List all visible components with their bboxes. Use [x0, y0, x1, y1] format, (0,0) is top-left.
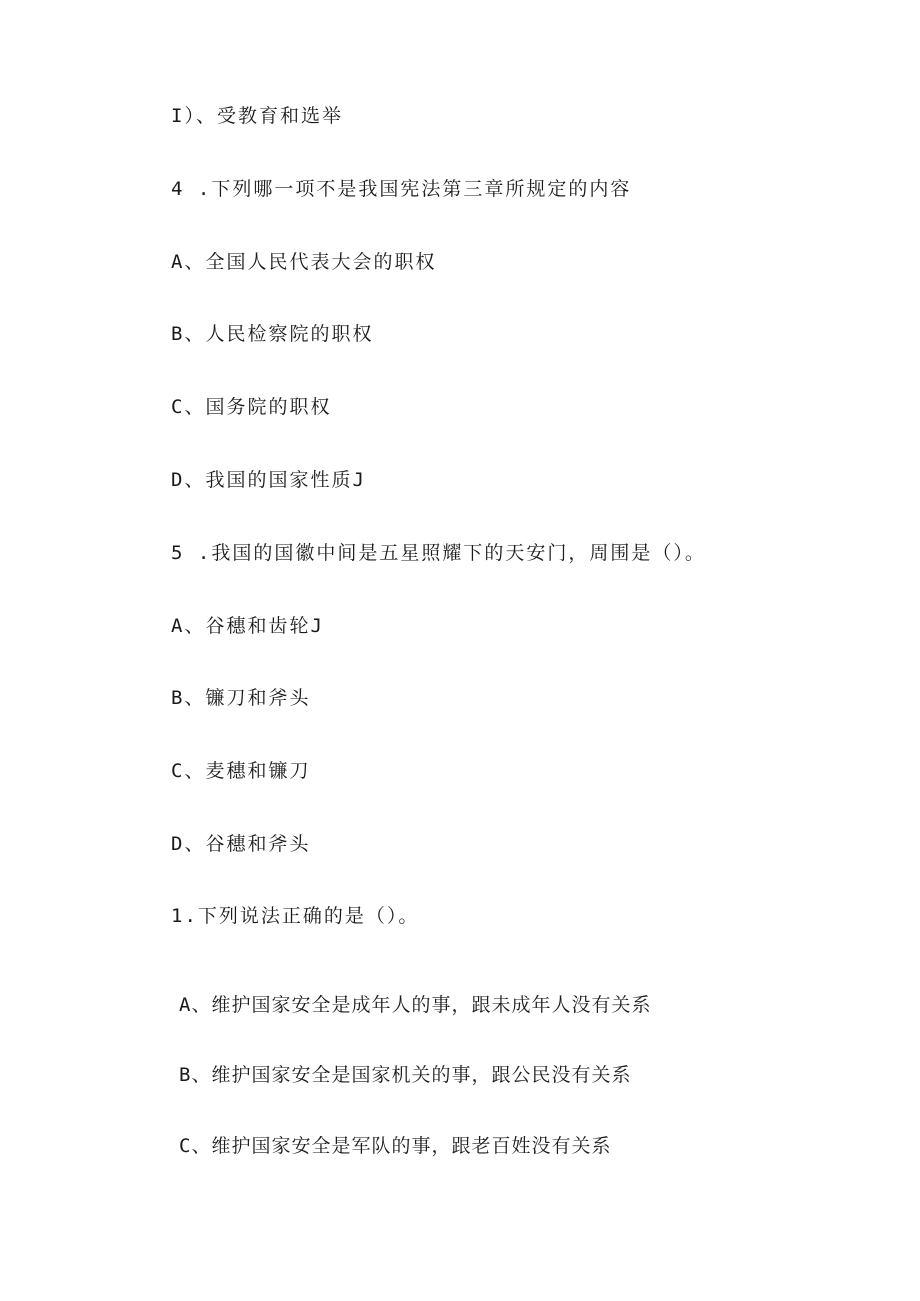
q4-option-d: D、我国的国家性质J: [171, 469, 366, 491]
q4-option-a: A、全国人民代表大会的职权: [171, 251, 437, 273]
q4-option-c: C、国务院的职权: [171, 396, 332, 418]
question-4: 4 .下列哪一项不是我国宪法第三章所规定的内容: [171, 178, 632, 200]
q5-option-a: A、谷穗和齿轮J: [171, 615, 324, 637]
q1-option-a: A、维护国家安全是成年人的事，跟未成年人没有关系: [179, 994, 652, 1016]
question-5: 5 .我国的国徽中间是五星照耀下的天安门，周围是（）。: [171, 542, 706, 564]
q1-option-c: C、维护国家安全是军队的事，跟老百姓没有关系: [179, 1135, 612, 1157]
q1-option-b: B、维护国家安全是国家机关的事，跟公民没有关系: [179, 1064, 632, 1086]
question-1: 1.下列说法正确的是（）。: [171, 905, 420, 927]
q4-option-b: B、人民检察院的职权: [171, 323, 374, 345]
q5-option-c: C、麦穗和镰刀: [171, 760, 311, 782]
q5-option-d: D、谷穗和斧头: [171, 833, 311, 855]
option-line: I）、受教育和选举: [171, 105, 343, 127]
q5-option-b: B、镰刀和斧头: [171, 687, 311, 709]
